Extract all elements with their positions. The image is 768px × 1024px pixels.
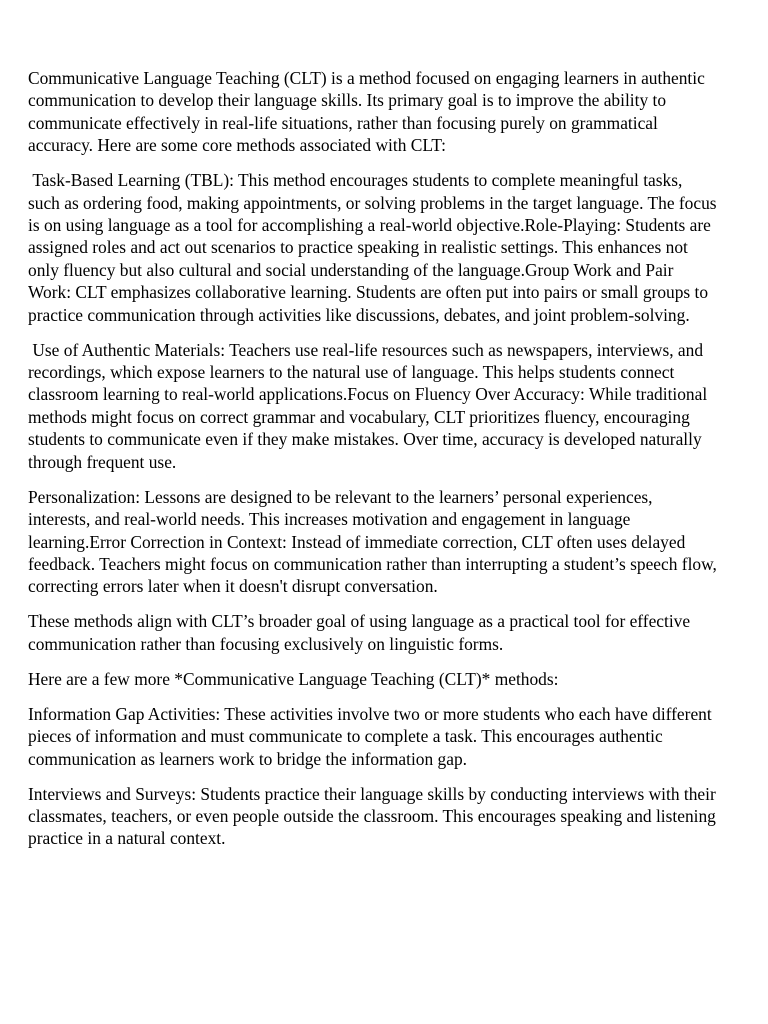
authentic-materials-paragraph: Use of Authentic Materials: Teachers use real-life resources such as newspapers, interviews, and recordings, which expose learners to the natural use of language. This helps students connect classroom learning to real-world applications.Focus on Fluency Over Accuracy: While traditional methods might focus on correct grammar and vocabulary, CLT prioritizes fluency, encouraging students to communicate even if they make mistakes. Over time, accuracy is developed naturally through frequent use. <box>28 339 712 472</box>
document-body <box>28 67 722 862</box>
information-gap-paragraph: Information Gap Activities: These activities involve two or more students who each have different pieces of information and must communicate to complete a task. This encourages authentic communication as learners work to bridge the information gap. <box>28 703 717 769</box>
task-based-learning-paragraph: Task-Based Learning (TBL): This method encourages students to complete meaningful tasks, such as ordering food, making appointments, or solving problems in the target language. The focus is on using language as a tool for accomplishing a real-world objective.Role-Playing: Students are assigned roles and act out scenarios to practice speaking in realistic settings. This enhances not only fluency but also cultural and social understanding of the language.Group Work and Pair Work: CLT emphasizes collaborative learning. Students are often put into pairs or small groups to practice communication through activities like discussions, debates, and joint problem-solving. <box>28 170 721 325</box>
intro-paragraph: Communicative Language Teaching (CLT) is a method focused on engaging learners in authentic communication to develop their language skills. Its primary goal is to improve the ability to communicate effectively in real-life situations, rather than focusing purely on grammatical accuracy. Here are some core methods associated with CLT: <box>28 68 710 156</box>
interviews-surveys-paragraph: Interviews and Surveys: Students practice their language skills by conducting interviews with their classmates, teachers, or even people outside the classroom. This encourages speaking and listening practice in a natural context. <box>28 783 721 849</box>
summary-paragraph: These methods align with CLT’s broader goal of using language as a practical tool for effective communication rather than focusing exclusively on linguistic forms. <box>28 611 695 654</box>
personalization-paragraph: Personalization: Lessons are designed to be relevant to the learners’ personal experiences, interests, and real-world needs. This increases motivation and engagement in language learning.Error Correction in Context: Instead of immediate correction, CLT often uses delayed feedback. Teachers might focus on communication rather than interrupting a student’s speech flow, correcting errors later when it doesn't disrupt conversation. <box>28 486 722 597</box>
more-methods-heading-paragraph: Here are a few more *Communicative Language Teaching (CLT)* methods: <box>28 668 559 689</box>
